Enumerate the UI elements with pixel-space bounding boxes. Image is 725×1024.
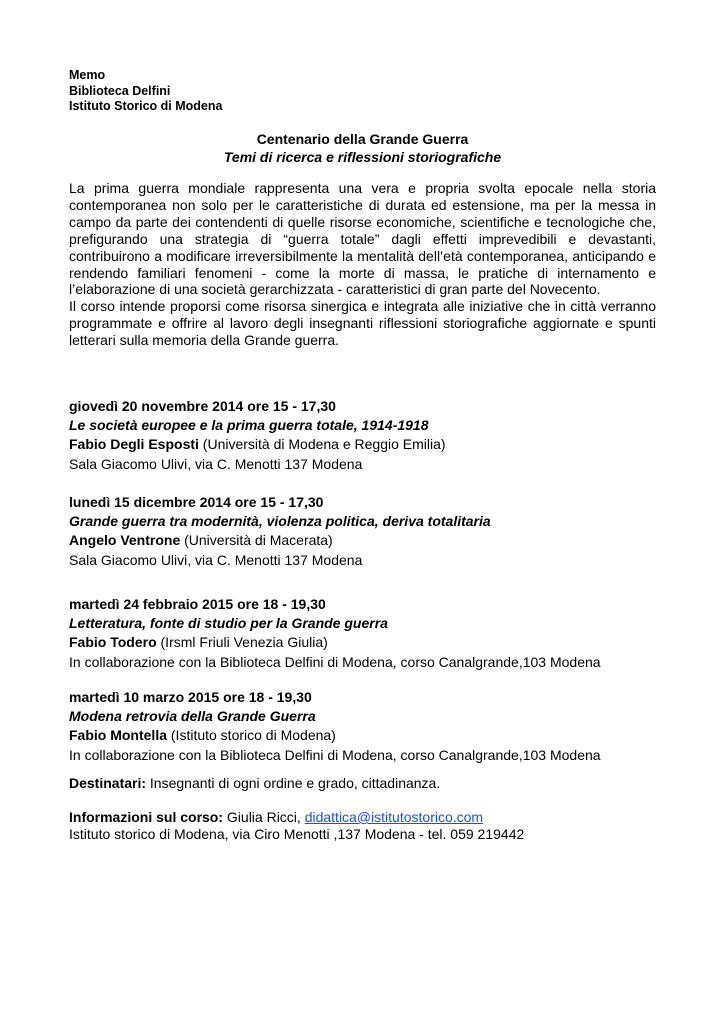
audience-value: Insegnanti di ogni ordine e grado, cittadinanza. — [146, 775, 441, 791]
event-speaker-line — [69, 726, 669, 745]
event-2 — [69, 493, 669, 570]
event-date: giovedì 20 novembre 2014 ore 15 - 17,30 — [69, 398, 336, 414]
info-contact: Giulia Ricci, — [223, 809, 305, 825]
event-speaker: Fabio Montella — [69, 727, 167, 744]
event-3 — [69, 595, 669, 672]
event-title: Modena retrovia della Grande Guerra — [69, 708, 316, 725]
course-info — [69, 809, 669, 843]
event-speaker: Fabio Degli Esposti — [69, 436, 199, 453]
intro-paragraph-2: Il corso intende proporsi come risorsa sinergica e integrata alle iniziative che in città verranno programmate e offrire al lavoro degli insegnanti riflessioni storiografiche aggiornate e spunti letterari sulla memoria della Grande guerra. — [69, 298, 656, 349]
document-title: Centenario della Grande Guerra — [256, 131, 469, 147]
info-address: Istituto storico di Modena, via Ciro Menotti ,137 Modena - tel. 059 219442 — [69, 826, 525, 842]
audience-line — [69, 775, 669, 792]
memo-label: Memo — [69, 68, 106, 82]
event-date: martedì 10 marzo 2015 ore 18 - 19,30 — [69, 689, 312, 705]
event-speaker-line — [69, 435, 669, 454]
event-affiliation: (Università di Modena e Reggio Emilia) — [198, 436, 446, 453]
event-speaker: Fabio Todero — [69, 634, 157, 651]
library-name: Biblioteca Delfini — [69, 83, 171, 98]
event-location: In collaborazione con la Biblioteca Delfini di Modena, corso Canalgrande,103 Modena — [69, 746, 601, 763]
intro-text — [69, 180, 656, 349]
event-title: Le società europee e la prima guerra totale, 1914-1918 — [69, 417, 429, 434]
event-title: Letteratura, fonte di studio per la Grande guerra — [69, 615, 388, 632]
event-1 — [69, 397, 669, 474]
event-date: lunedì 15 dicembre 2014 ore 15 - 17,30 — [69, 494, 324, 510]
event-speaker: Angelo Ventrone — [69, 532, 181, 549]
event-date: martedì 24 febbraio 2015 ore 18 - 19,30 — [69, 596, 326, 612]
email-link[interactable]: didattica@istitutostorico.com — [304, 809, 484, 825]
event-speaker-line — [69, 633, 669, 652]
event-title: Grande guerra tra modernità, violenza politica, deriva totalitaria — [69, 513, 491, 530]
intro-paragraph-1: La prima guerra mondiale rappresenta una vera e propria svolta epocale nella storia contemporanea non solo per le caratteristiche di durata ed estensione, ma per la messa in campo da parte dei contendenti di quelle risorse economiche, scientifiche e tecnologiche che, prefigurando una strategia di “guerra totale” dagli effetti imprevedibili e devastanti, contribuirono a modificare irreversibilmente la mentalità dell’età contemporanea, anticipando e rendendo familiari fenomeni - come la morte di massa, le pratiche di internamento e l’elaborazione di una società gerarchizzata - caratteristici di gran parte del Novecento. — [69, 180, 656, 298]
audience-label: Destinatari: — [69, 775, 147, 791]
memo-header — [69, 68, 222, 115]
event-location: Sala Giacomo Ulivi, via C. Menotti 137 Modena — [69, 551, 363, 568]
event-speaker-line — [69, 531, 669, 550]
event-4 — [69, 688, 669, 765]
event-affiliation: (Irsml Friuli Venezia Giulia) — [156, 634, 328, 651]
institute-name: Istituto Storico di Modena — [69, 99, 223, 113]
document-title-block — [0, 130, 725, 166]
event-affiliation: (Università di Macerata) — [180, 532, 333, 549]
event-location: In collaborazione con la Biblioteca Delfini di Modena, corso Canalgrande,103 Modena — [69, 653, 601, 670]
info-label: Informazioni sul corso: — [69, 809, 224, 825]
event-location: Sala Giacomo Ulivi, via C. Menotti 137 Modena — [69, 455, 363, 472]
document-subtitle: Temi di ricerca e riflessioni storiografiche — [223, 149, 502, 165]
event-affiliation: (Istituto storico di Modena) — [167, 727, 336, 744]
